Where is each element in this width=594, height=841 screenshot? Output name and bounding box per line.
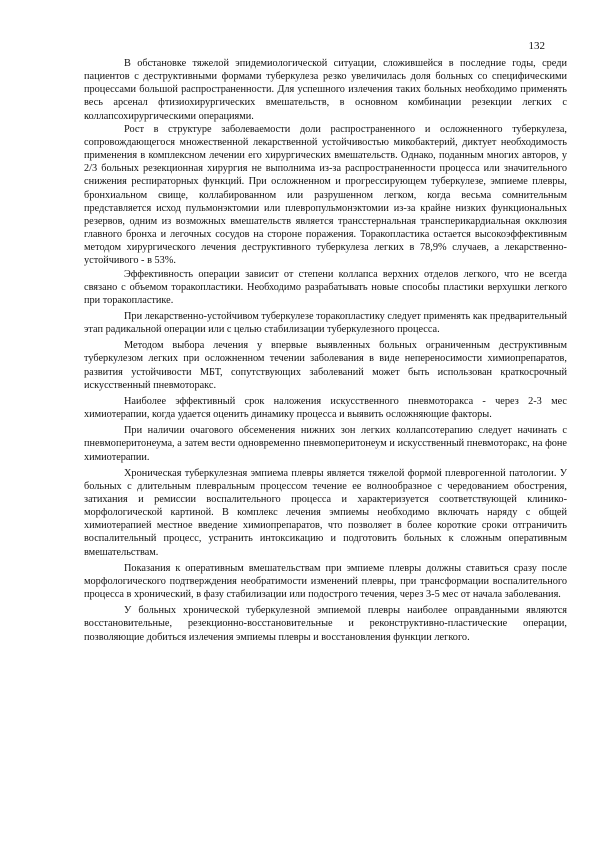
paragraph-7: При наличии очагового обсеменения нижних зон легких коллапсотерапию следует начинать с пневмоперитонеума, а затем вести одновременно пневмоперитонеум и искусственный пневмоторакс, на фоне химиотерапии. [84,425,567,463]
paragraph-2: Рост в структуре заболеваемости доли распространенного и осложненного туберкулеза, сопровождающегося множественной лекарственной устойчивостью микобактерий, диктует необходимость применения в комплексном лечении его хирургических вмешательств. Однако, поданным многих авторов, у 2/3 больных резекционная хирургия не выполнима из-за распространенности процесса или значительного снижения респираторных функций. При осложненном и прогрессирующем туберкулезе, эмпиеме плевры, бронхиальном свище, коллабированном или разрушенном легком, когда весьма сомнительным представляется исход пульмонэктомии или плевропульмонэктомии из-за крайне низких функциональных резервов, одним из возможных вмешательств является трансстернальная трансперикардиальная окклюзия главного бронха и легочных сосудов на стороне поражения. Торакопластика остается высокоэффективным методом хирургического лечения деструктивного туберкулеза легких в 78,9% случаев, а лекарственно-устойчивого - в 53%. [84,123,567,267]
paragraph-8: Хроническая туберкулезная эмпиема плевры является тяжелой формой плеврогенной патологии. У больных с длительным плевральным процессом течение ее волнообразное с чередованием обострения, затихания и ремиссии воспалительного процесса и характеризуется соответствующей клинико-морфологической картиной. В комплекс лечения эмпиемы необходимо включать наряду с общей химиотерапией местное введение химиопрепаратов, что позволяет в более короткие сроки отграничить воспалительный процесс, устранить интоксикацию и подготовить больных к сложным оперативным вмешательствам. [84,467,567,558]
page-number: 132 [528,40,545,52]
paragraph-9: Показания к оперативным вмешательствам при эмпиеме плевры должны ставиться сразу после морфологического подтверждения необратимости изменений плевры, при трансформации воспалительного процесса в хронический, в фазу стабилизации или подострого течения, через 3-5 мес от начала заболевания. [84,562,567,601]
paragraph-5: Методом выбора лечения у впервые выявленных больных ограниченным деструктивным туберкулезом легких при осложненном течении заболевания в виде непереносимости химиопрепаратов, развития устойчивости МБТ, сопутствующих заболеваний может быть использован краткосрочный искусственный пневмоторакс. [84,340,567,391]
paragraph-10: У больных хронической туберкулезной эмпиемой плевры наиболее оправданными являются восстановительные, резекционно-восстановительные и реконструктивно-пластические операции, позволяющие добиться излечения эмпиемы плевры и восстановления функции легкого. [84,605,567,643]
document-body [84,57,567,644]
paragraph-4: При лекарственно-устойчивом туберкулезе торакопластику следует применять как предварительный этап радикальной операции или с целью стабилизации туберкулезного процесса. [84,310,567,336]
paragraph-3: Эффективность операции зависит от степени коллапса верхних отделов легкого, что не всегда связано с объемом торакопластики. Необходимо разрабатывать новые способы пластики верхушки легкого при торакопластике. [84,268,567,306]
paragraph-1: В обстановке тяжелой эпидемиологической ситуации, сложившейся в последние годы, среди пациентов с деструктивными формами туберкулеза резко увеличилась доля больных со специфическими процессами большой распространенности. Для успешного излечения таких больных необходимо применять весь арсенал фтизиохирургических вмешательств, в основном комбинации резекции легких с коллапсохирургическими операциями. [84,58,567,122]
paragraph-6: Наиболее эффективный срок наложения искусственного пневмоторакса - через 2-3 мес химиотерапии, когда удается оценить динамику процесса и выявить осложняющие факторы. [84,395,567,421]
